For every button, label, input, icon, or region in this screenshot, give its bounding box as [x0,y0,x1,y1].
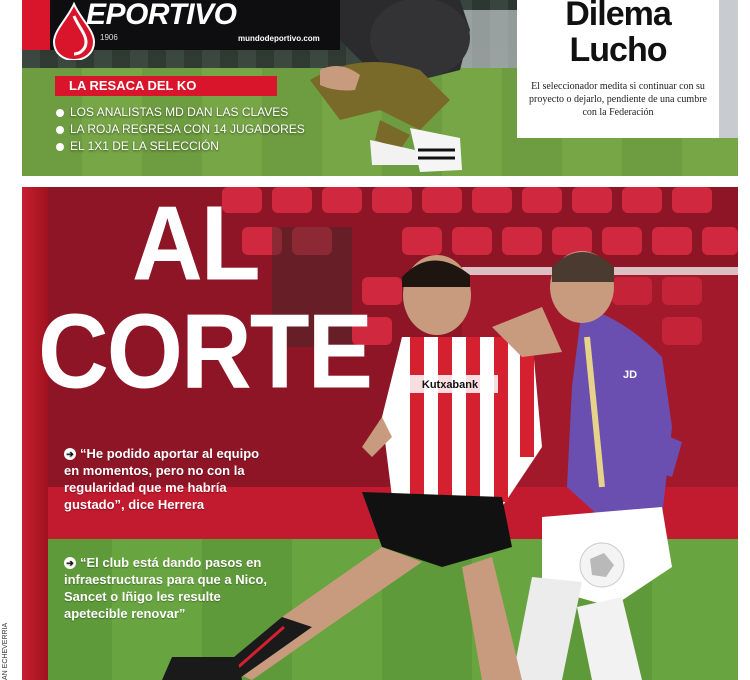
quote-1 [64,445,274,513]
arrow-right-icon: ➔ [64,557,76,569]
top-bullets [56,104,305,155]
main-photo [22,187,738,680]
bullet-dot-icon [56,109,64,117]
side-story-box[interactable] [517,0,719,138]
bullet-item[interactable] [56,138,305,155]
bullet-text: EL 1X1 DE LA SELECCIÓN [70,139,219,153]
side-story-headline [517,0,719,68]
side-headline-line2: Lucho [569,31,667,69]
quote-2 [64,554,274,622]
bullet-item[interactable] [56,121,305,138]
bullet-text: LOS ANALISTAS MD DAN LAS CLAVES [70,105,289,119]
photo-credit-text: AN ECHEVERRIA [2,622,9,680]
masthead-logo[interactable]: EPORTIVO [86,0,237,31]
section-label: LA RESACA DEL KO [55,76,277,96]
jersey-sponsor: Kutxabank [421,379,479,391]
photo-credit [2,600,14,680]
masthead-url[interactable]: mundodeportivo.com [238,34,320,43]
arrow-right-icon: ➔ [64,448,76,460]
quote-2-text: “El club está dando pasos en infraestructuras para que a Nico, Sancet o Iñigo les resulte apetecible renovar” [64,555,268,621]
right-edge-strip [719,0,738,138]
side-story-text: El seleccionador medita si continuar con su proyecto o dejarlo, pendiente de una cumbre con la Federación [529,81,707,118]
bullet-item[interactable] [56,104,305,121]
main-headline-line2[interactable]: CORTE [38,291,371,411]
masthead-founded: 1906 [100,33,118,42]
main-headline-line1[interactable]: AL [132,187,259,303]
side-headline-line1: Dilema [565,0,671,33]
sleeve-text: JD [622,369,638,381]
bullet-text: LA ROJA REGRESA CON 14 JUGADORES [70,122,305,136]
quote-1-text: “He podido aportar al equipo en momentos, pero no con la regularidad que me habría gustado”, dice Herrera [64,446,260,512]
masthead-red-stripe [22,0,50,50]
bullet-dot-icon [56,143,64,151]
bullet-dot-icon [56,126,64,134]
